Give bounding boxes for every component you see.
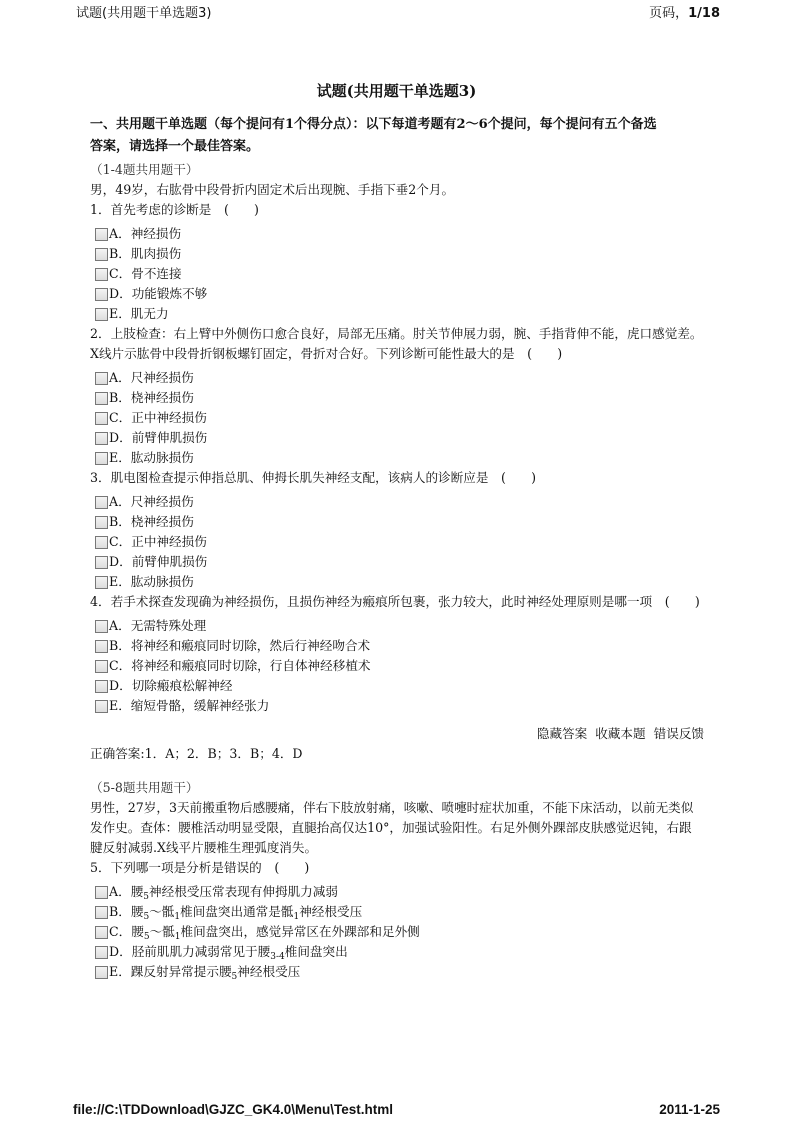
section-intro [90,114,704,158]
option[interactable]: B．腰$_5$～骶$_1$椎间盘突出通常是骶$_1$神经根受压 [90,902,704,922]
checkbox[interactable] [95,680,108,693]
checkbox[interactable] [95,372,108,385]
checkbox[interactable] [95,536,108,549]
checkbox[interactable] [95,392,108,405]
print-date: 2011-1-25 [659,1102,720,1117]
checkbox[interactable] [95,452,108,465]
checkbox[interactable] [95,660,108,673]
page-count: 1/18 [688,6,720,21]
option[interactable]: B．将神经和瘢痕同时切除，然后行神经吻合术 [90,636,704,656]
intro-line-2: 答案，请选择一个最佳答案。 [90,139,260,154]
file-path: file://C:\TDDownload\GJZC_GK4.0\Menu\Test.html [73,1102,394,1117]
option[interactable]: C．正中神经损伤 [90,408,704,428]
hide-answer-link[interactable]: 隐藏答案 [536,726,588,741]
question-3: 3．肌电图检查提示伸指总肌、伸拇长肌失神经支配，该病人的诊断应是 ( ) [90,470,537,485]
question-4-options [90,616,704,716]
checkbox[interactable] [95,946,108,959]
checkbox[interactable] [95,620,108,633]
checkbox[interactable] [95,432,108,445]
option[interactable]: D．胫前肌肌力减弱常见于腰$_{3-4}$椎间盘突出 [90,942,704,962]
question-3-options [90,492,704,592]
question-4: 4．若手术探查发现确为神经损伤，且损伤神经为瘢痕所包裹，张力较大，此时神经处理原则是哪一项 ( ) [90,594,700,609]
option[interactable]: B．桡神经损伤 [90,512,704,532]
group-stem: 男，49岁，右肱骨中段骨折内固定术后出现腕、手指下垂2个月。 [90,182,455,197]
option[interactable]: E．肱动脉损伤 [90,448,704,468]
option[interactable]: B．桡神经损伤 [90,388,704,408]
checkbox[interactable] [95,966,108,979]
checkbox[interactable] [95,288,108,301]
option[interactable]: C．骨不连接 [90,264,704,284]
question-5: 5．下列哪一项是分析是错误的 ( ) [90,860,310,875]
correct-answer: 正确答案:1．A；2．B；3．B；4．D [90,746,303,761]
checkbox[interactable] [95,248,108,261]
option[interactable]: A．腰$_5$神经根受压常表现有伸拇肌力减弱 [90,882,704,902]
option[interactable]: E．肌无力 [90,304,704,324]
question-2-options [90,368,704,468]
option[interactable]: B．肌肉损伤 [90,244,704,264]
group-label: （1-4题共用题干） [90,162,199,177]
option[interactable]: A．尺神经损伤 [90,492,704,512]
checkbox[interactable] [95,926,108,939]
checkbox[interactable] [95,640,108,653]
checkbox[interactable] [95,516,108,529]
group-label: （5-8题共用题干） [90,780,199,795]
option[interactable]: D．功能锻炼不够 [90,284,704,304]
header-title: 试题(共用题干单选题3) [76,6,212,21]
question-1-options [90,224,704,324]
checkbox[interactable] [95,412,108,425]
checkbox[interactable] [95,496,108,509]
report-error-link[interactable]: 错误反馈 [653,726,704,741]
checkbox[interactable] [95,228,108,241]
question-5-options [90,882,704,982]
option[interactable]: E．肱动脉损伤 [90,572,704,592]
option[interactable]: E．踝反射异常提示腰$_5$神经根受压 [90,962,704,982]
option[interactable]: C．腰$_5$～骶$_1$椎间盘突出，感觉异常区在外踝部和足外侧 [90,922,704,942]
question-1: 1．首先考虑的诊断是 ( ) [90,202,259,217]
doc-title: 试题(共用题干单选题3) [316,82,477,100]
option[interactable]: A．神经损伤 [90,224,704,244]
option[interactable]: C．将神经和瘢痕同时切除，行自体神经移植术 [90,656,704,676]
intro-line-1: 一、共用题干单选题（每个提问有1个得分点）：以下每道考题有2～6个提问，每个提问有五个备选 [90,117,657,132]
option[interactable]: D．前臂伸肌损伤 [90,428,704,448]
checkbox[interactable] [95,308,108,321]
favorite-link[interactable]: 收藏本题 [595,726,646,741]
option[interactable]: C．正中神经损伤 [90,532,704,552]
checkbox[interactable] [95,906,108,919]
option[interactable]: E．缩短骨骼，缓解神经张力 [90,696,704,716]
group-stem: 男性，27岁，3天前搬重物后感腰痛，伴右下肢放射痛，咳嗽、喷嚏时症状加重，不能下床活动，以前无类似发作史。查体：腰椎活动明显受限，直腿抬高仅达10°，加强试验阳性。右足外侧外踝部皮肤感觉迟钝，右跟腱反射减弱.X线平片腰椎生理弧度消失。 [90,800,694,855]
checkbox[interactable] [95,576,108,589]
option[interactable]: D．前臂伸肌损伤 [90,552,704,572]
question-2: 2．上肢检查：右上臂中外侧伤口愈合良好，局部无压痛。肘关节伸展力弱，腕、手指背伸不能，虎口感觉差。X线片示肱骨中段骨折钢板螺钉固定，骨折对合好。下列诊断可能性最大的是 ( ) [90,326,703,361]
checkbox[interactable] [95,268,108,281]
question-content [90,160,704,982]
option[interactable]: D．切除瘢痕松解神经 [90,676,704,696]
checkbox[interactable] [95,886,108,899]
page-label: 页码， [649,6,689,21]
answer-actions [90,724,704,744]
checkbox[interactable] [95,700,108,713]
page-number [649,2,720,21]
option[interactable]: A．尺神经损伤 [90,368,704,388]
option[interactable]: A．无需特殊处理 [90,616,704,636]
checkbox[interactable] [95,556,108,569]
